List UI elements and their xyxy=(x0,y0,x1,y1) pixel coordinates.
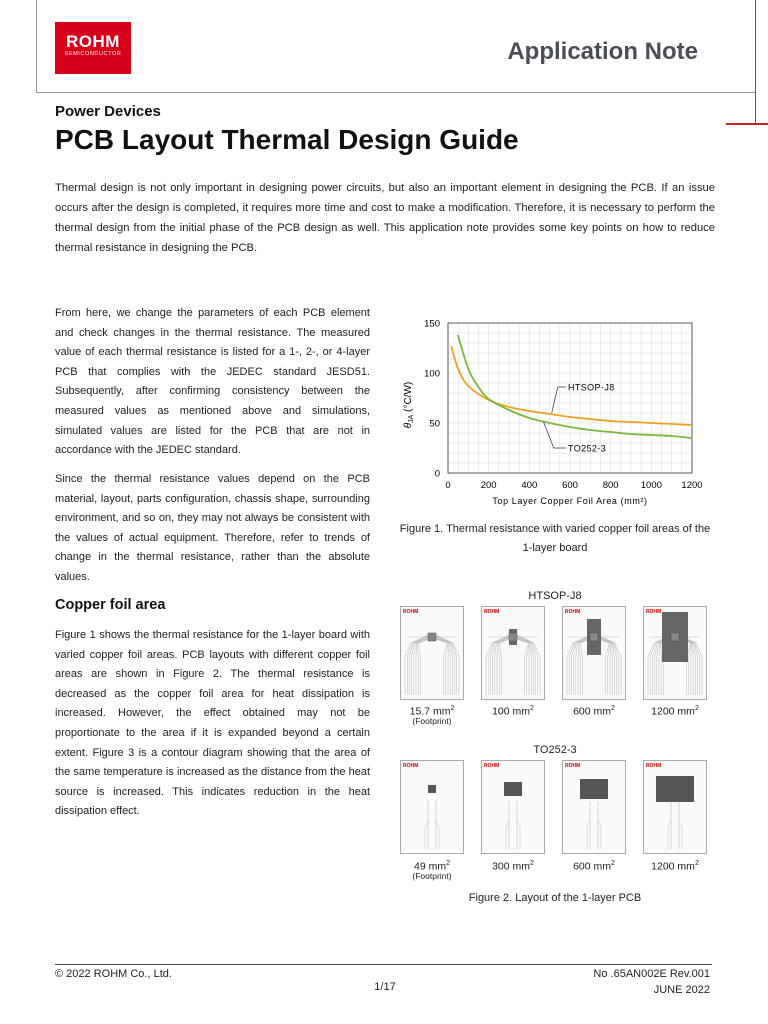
intro-paragraph: Thermal design is not only important in designing power circuits, but also an important element in designing the PCB. If an issue occurs after the design is completed, it requires more time and cost to make a modification. Therefore, it is necessary to perform the thermal design from the initial phase of the PCB design as well. This application note provides some key points on how to reduce thermal resistance in designing the PCB. xyxy=(55,182,715,254)
to252-area-label: 49 $mm^2$ xyxy=(414,860,450,873)
figure2-group1-title: HTSOP-J8 xyxy=(528,590,582,602)
to252-area-label: 1200 $mm^2$ xyxy=(651,860,699,873)
area-unit-sup: 2 xyxy=(530,860,534,867)
chart-y-ticks xyxy=(424,319,440,480)
footprint-note: (Footprint) xyxy=(412,716,452,726)
doc-type-label: Application Note xyxy=(507,38,698,65)
figure2-group2-title: TO252-3 xyxy=(533,744,577,756)
area-unit-sup: 2 xyxy=(530,705,534,712)
x-tick-label: 1000 xyxy=(640,480,662,491)
subheading-copper-foil: Copper foil area xyxy=(55,597,166,613)
area-unit-sup: 2 xyxy=(694,705,699,712)
chart-x-label: Top Layer Copper Foil Area (mm²) xyxy=(492,496,648,506)
htsop-area-label: 15.7 $mm^2$ xyxy=(409,705,455,718)
thumb-logo: ROHM xyxy=(484,763,500,769)
thumb-logo: ROHM xyxy=(565,609,581,615)
to252-area-label: 300 $mm^2$ xyxy=(492,860,534,873)
x-tick-label: 800 xyxy=(602,480,619,491)
area-unit-sup: 2 xyxy=(450,705,455,712)
footer-date: JUNE 2022 xyxy=(653,984,710,996)
leader-htsop xyxy=(552,387,566,413)
pcb-layout-thumb xyxy=(481,606,545,700)
pcb-layout-thumb xyxy=(562,760,626,854)
header-frame-left xyxy=(36,0,37,92)
x-tick-label: 400 xyxy=(521,480,538,491)
rohm-logo xyxy=(55,22,131,74)
footer-doc-number: No .65AN002E Rev.001 xyxy=(593,968,710,980)
pcb-trace-drawing xyxy=(401,607,463,699)
area-unit-sup: 2 xyxy=(611,860,615,867)
to252-area-label: 600 $mm^2$ xyxy=(573,860,615,873)
footer-divider xyxy=(55,964,712,965)
htsop-area-label: 1200 $mm^2$ xyxy=(651,705,699,718)
htsop-area-label: 100 $mm^2$ xyxy=(492,705,534,718)
footer-copyright: © 2022 ROHM Co., Ltd. xyxy=(55,968,172,980)
series-label-to252: TO252-3 xyxy=(567,443,607,454)
y-tick-label: 50 xyxy=(429,418,440,430)
page-title: PCB Layout Thermal Design Guide xyxy=(55,124,519,155)
body-paragraph-1: From here, we change the parameters of each PCB element and check changes in the thermal resistance. The measured value of each thermal resistance is listed for a 1-, 2-, or 4-layer PCB that complies with the JEDEC standard JESD51. Subsequently, after confirming consistency between the measured values as mentioned above and simulations, simulated values are listed for the PCB that are not in accordance with the JEDEC standard. xyxy=(55,307,370,457)
thumb-logo: ROHM xyxy=(646,763,662,769)
pcb-trace-drawing xyxy=(563,761,625,853)
y-tick-label: 150 xyxy=(424,318,440,330)
pcb-trace-drawing xyxy=(401,761,463,853)
body-paragraph-3: Figure 1 shows the thermal resistance for the 1-layer board with varied copper foil areas. PCB layouts with different copper foil areas are shown in Figure 2. The thermal resistance is decreased as the copper foil area for heat dissipation is increased. However, the effect obtained may not be proportionate to the area if it is expanded beyond a certain extent. Figure 3 is a contour diagram showing that the area of the same temperature is increased as the distance from the heat source is increased. This indicates reduction in the heat dissipation effect. xyxy=(55,629,370,818)
pcb-layout-thumb xyxy=(643,760,707,854)
area-unit-sup: 2 xyxy=(446,860,450,867)
x-tick-label: 0 xyxy=(445,480,451,491)
logo-main-text: ROHM xyxy=(66,32,120,51)
area-unit-sup: 2 xyxy=(694,860,699,867)
series-label-htsop: HTSOP-J8 xyxy=(567,382,615,393)
chart-x-ticks xyxy=(445,480,702,491)
header-frame-bottom xyxy=(36,92,756,93)
chart-y-label: $\theta_{JA}$ (°C/W) xyxy=(403,381,415,429)
header-accent-line xyxy=(755,0,756,124)
thermal-resistance-chart xyxy=(395,310,715,515)
pcb-trace-drawing xyxy=(644,761,706,853)
footprint-note: (Footprint) xyxy=(412,871,452,881)
body-paragraph-2: Since the thermal resistance values depend on the PCB material, layout, parts configuration, chassis shape, surrounding environment, and so on, they may not always be consistent with the values of actual equipment. Therefore, refer to trends of change in the thermal resistance, rather than the absolute values. xyxy=(55,473,370,583)
pcb-layout-thumb xyxy=(400,606,464,700)
section-label: Power Devices xyxy=(55,103,161,120)
logo-sub-text: SEMICONDUCTOR xyxy=(64,51,122,57)
y-tick-label: 100 xyxy=(424,368,440,380)
thumb-logo: ROHM xyxy=(403,609,419,615)
thumb-logo: ROHM xyxy=(484,609,500,615)
figure2-caption: Figure 2. Layout of the 1-layer PCB xyxy=(468,892,642,904)
area-unit-sup: 2 xyxy=(611,705,615,712)
x-tick-label: 600 xyxy=(562,480,578,491)
pcb-trace-drawing xyxy=(644,607,706,699)
header-accent-tick xyxy=(726,123,768,125)
figure1-caption: Figure 1. Thermal resistance with varied copper foil areas of the 1-layer board xyxy=(399,523,711,554)
pcb-trace-drawing xyxy=(563,607,625,699)
pcb-layout-thumb xyxy=(400,760,464,854)
x-tick-label: 1200 xyxy=(681,480,703,491)
pcb-layout-thumb xyxy=(481,760,545,854)
pcb-layout-thumb xyxy=(643,606,707,700)
thumb-logo: ROHM xyxy=(565,763,581,769)
x-tick-label: 200 xyxy=(480,480,497,491)
thumb-logo: ROHM xyxy=(646,609,662,615)
pcb-layout-thumb xyxy=(562,606,626,700)
thumb-logo: ROHM xyxy=(403,763,419,769)
htsop-area-label: 600 $mm^2$ xyxy=(573,705,615,718)
pcb-trace-drawing xyxy=(482,607,544,699)
footer-page-number: 1/17 xyxy=(374,981,396,993)
y-tick-label: 0 xyxy=(434,468,440,480)
pcb-trace-drawing xyxy=(482,761,544,853)
